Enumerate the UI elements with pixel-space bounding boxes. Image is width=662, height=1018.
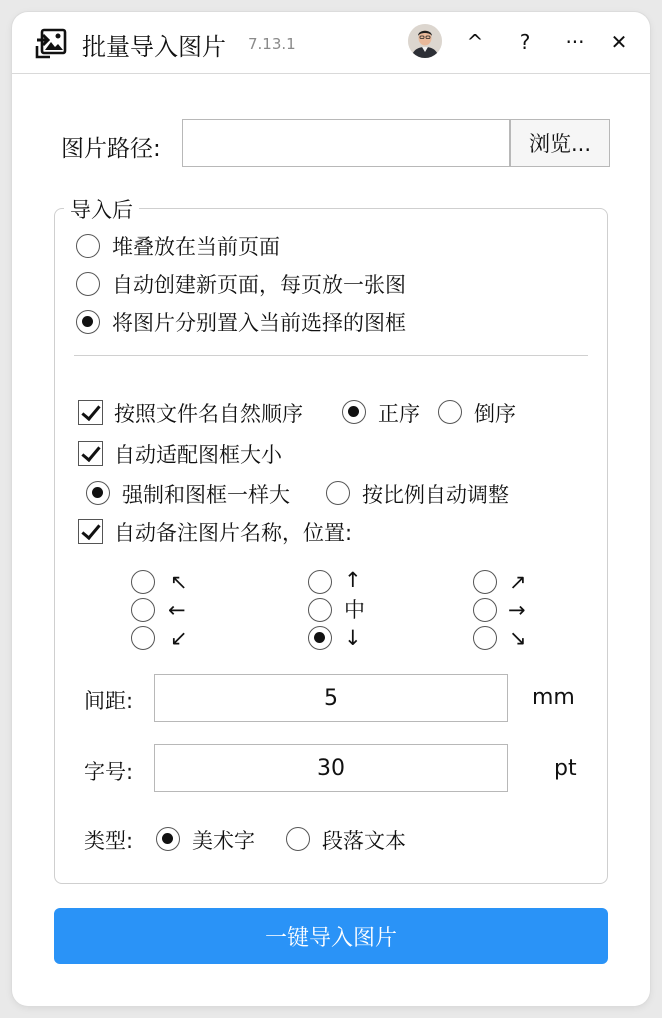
center-label: 中 — [344, 598, 365, 622]
arrow-down-icon: ↓ — [344, 626, 362, 650]
arrow-top-right-icon: ↗ — [509, 570, 527, 594]
dialog-window — [12, 12, 650, 1006]
auto-fit-label: 自动适配图框大小 — [114, 443, 282, 467]
proportional-radio[interactable] — [326, 481, 350, 505]
caption-pos-left-radio[interactable] — [131, 598, 155, 622]
arrow-left-icon: ← — [168, 598, 186, 622]
font-size-unit: pt — [554, 756, 577, 781]
arrow-right-icon: → — [508, 598, 526, 622]
caption-pos-center-radio[interactable] — [308, 598, 332, 622]
descending-label: 倒序 — [474, 402, 516, 426]
ascending-radio[interactable] — [342, 400, 366, 424]
ascending-label: 正序 — [378, 402, 420, 426]
after-import-title: 导入后 — [64, 194, 139, 224]
art-text-radio[interactable] — [156, 827, 180, 851]
paragraph-text-radio[interactable] — [286, 827, 310, 851]
paragraph-text-label: 段落文本 — [322, 829, 406, 853]
stack-current-page-radio[interactable] — [76, 234, 100, 258]
arrow-up-icon: ↑ — [344, 568, 362, 592]
art-text-label: 美术字 — [192, 829, 255, 853]
auto-fit-checkbox[interactable] — [78, 441, 103, 466]
new-page-per-image-label: 自动创建新页面，每页放一张图 — [112, 273, 406, 297]
auto-caption-checkbox[interactable] — [78, 519, 103, 544]
image-path-label: 图片路径: — [61, 136, 161, 162]
natural-order-label: 按照文件名自然顺序 — [114, 402, 303, 426]
one-click-import-button[interactable]: 一键导入图片 — [54, 908, 608, 964]
arrow-bottom-left-icon: ↙ — [170, 626, 188, 650]
section-divider — [74, 355, 588, 356]
caption-pos-bottom-right-radio[interactable] — [473, 626, 497, 650]
help-button[interactable]: ? — [519, 30, 531, 54]
spacing-input[interactable] — [154, 674, 508, 722]
spacing-unit: mm — [532, 685, 575, 710]
new-page-per-image-radio[interactable] — [76, 272, 100, 296]
place-into-frames-radio[interactable] — [76, 310, 100, 334]
image-path-input[interactable] — [182, 119, 510, 167]
stack-current-page-label: 堆叠放在当前页面 — [112, 235, 280, 259]
force-frame-size-label: 强制和图框一样大 — [122, 483, 290, 507]
font-size-label: 字号: — [84, 760, 134, 784]
user-avatar[interactable] — [408, 24, 442, 58]
place-into-frames-label: 将图片分别置入当前选择的图框 — [112, 311, 406, 335]
more-button[interactable]: ··· — [565, 30, 585, 54]
collapse-button[interactable]: ^ — [466, 30, 484, 54]
natural-order-checkbox[interactable] — [78, 400, 103, 425]
title-bar — [12, 12, 650, 74]
force-frame-size-radio[interactable] — [86, 481, 110, 505]
browse-button[interactable]: 浏览... — [510, 119, 610, 167]
caption-pos-top-left-radio[interactable] — [131, 570, 155, 594]
arrow-top-left-icon: ↖ — [170, 570, 188, 594]
caption-pos-bottom-left-radio[interactable] — [131, 626, 155, 650]
window-title: 批量导入图片 — [82, 33, 226, 61]
arrow-bottom-right-icon: ↘ — [509, 626, 527, 650]
spacing-label: 间距: — [84, 689, 134, 713]
descending-radio[interactable] — [438, 400, 462, 424]
caption-pos-top-right-radio[interactable] — [473, 570, 497, 594]
version-label: 7.13.1 — [248, 35, 296, 53]
text-type-label: 类型: — [84, 829, 134, 853]
image-import-icon — [34, 26, 68, 60]
caption-pos-right-radio[interactable] — [473, 598, 497, 622]
avatar-image — [408, 24, 442, 58]
close-button[interactable]: ✕ — [610, 30, 628, 54]
proportional-label: 按比例自动调整 — [362, 483, 509, 507]
auto-caption-label: 自动备注图片名称，位置: — [114, 521, 353, 545]
font-size-input[interactable] — [154, 744, 508, 792]
caption-pos-top-radio[interactable] — [308, 570, 332, 594]
caption-pos-bottom-radio[interactable] — [308, 626, 332, 650]
